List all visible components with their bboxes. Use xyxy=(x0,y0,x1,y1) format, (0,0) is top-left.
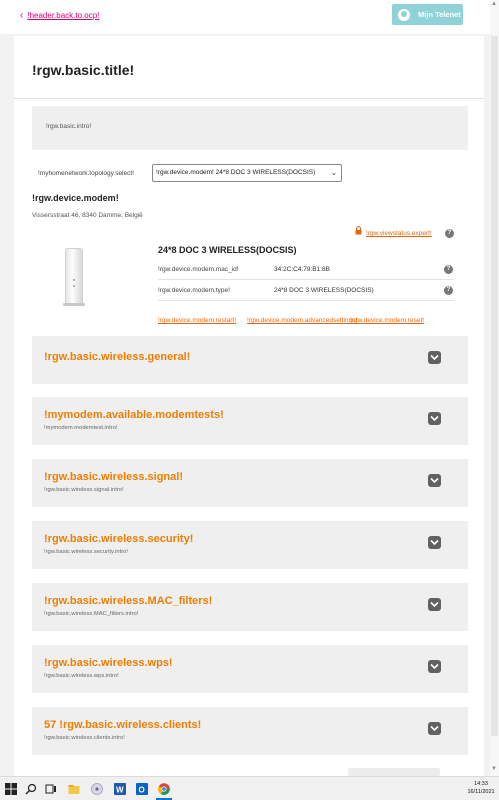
scroll-up-icon[interactable]: ▲ xyxy=(491,1,497,7)
modem-led xyxy=(73,279,75,281)
info-row-type xyxy=(158,280,454,301)
chevron-down-icon xyxy=(430,663,439,670)
svg-text:O: O xyxy=(138,785,145,795)
section-modem-tests[interactable] xyxy=(32,397,468,445)
section-intro: !rgw.basic.wireless.signal.intro! xyxy=(44,487,124,493)
section-intro: !rgw.basic.wireless.clients.intro! xyxy=(44,735,125,741)
page-title: !rgw.basic.title! xyxy=(32,62,135,78)
modem-type-value: 24*8 DOC 3 WIRELESS(DOCSIS) xyxy=(274,287,374,294)
windows-taskbar xyxy=(0,776,499,800)
help-icon[interactable]: ? xyxy=(445,229,454,238)
section-title: !rgw.basic.wireless.MAC_filters! xyxy=(44,595,213,607)
top-bar xyxy=(0,0,499,34)
topology-select[interactable] xyxy=(152,164,342,182)
chrome-icon[interactable] xyxy=(158,783,170,795)
view-status-expert-link[interactable]: !rgw.viewstatus.expert! xyxy=(366,230,432,237)
reset-modem-link[interactable]: !rgw.device.modem.reset! xyxy=(350,317,425,324)
section-title: !mymodem.available.modemtests! xyxy=(44,409,224,421)
topology-selected-value: !rgw.device.modem! 24*8 DOC 3 WIRELESS(DOCSIS) xyxy=(156,169,316,176)
chevron-down-icon xyxy=(430,477,439,484)
section-title: !rgw.basic.wireless.security! xyxy=(44,533,194,545)
section-mac-filters[interactable] xyxy=(32,583,468,631)
section-intro: !mymodem.modemtest.intro! xyxy=(44,425,118,431)
clock-date: 16/11/2021 xyxy=(467,789,495,795)
mijn-telenet-label: Mijn Telenet xyxy=(418,10,461,19)
section-title: !rgw.basic.wireless.general! xyxy=(44,351,191,363)
topology-select-label: !myhomenetwork.topology.select! xyxy=(38,170,134,177)
chevron-down-icon xyxy=(430,415,439,422)
device-name: !rgw.device.modem! xyxy=(32,193,119,203)
svg-text:W: W xyxy=(116,785,124,795)
section-wireless-security[interactable] xyxy=(32,521,468,569)
media-app-icon[interactable] xyxy=(91,783,103,795)
section-title: !rgw.basic.wireless.signal! xyxy=(44,471,183,483)
lock-icon xyxy=(355,226,362,235)
restart-modem-link[interactable]: !rgw.device.modem.restart! xyxy=(158,317,237,324)
section-title: !rgw.basic.wireless.wps! xyxy=(44,657,173,669)
word-icon[interactable] xyxy=(114,783,126,795)
file-explorer-icon[interactable] xyxy=(68,783,80,795)
expand-button[interactable] xyxy=(428,722,441,735)
mijn-telenet-button[interactable] xyxy=(392,4,463,25)
chevron-down-icon xyxy=(430,601,439,608)
modem-model-title: 24*8 DOC 3 WIRELESS(DOCSIS) xyxy=(158,245,297,255)
chevron-down-icon xyxy=(430,354,439,361)
section-wireless-wps[interactable] xyxy=(32,645,468,693)
title-divider xyxy=(14,98,484,99)
intro-box xyxy=(32,106,468,150)
section-wireless-signal[interactable] xyxy=(32,459,468,507)
expand-button[interactable] xyxy=(428,660,441,673)
intro-text: !rgw.basic.intro! xyxy=(46,123,92,130)
chevron-left-icon: ‹ xyxy=(20,10,24,21)
modem-led xyxy=(73,285,75,287)
section-wireless-clients[interactable] xyxy=(32,707,468,755)
search-icon[interactable] xyxy=(25,783,37,795)
page-scrollbar[interactable] xyxy=(490,0,499,776)
advanced-settings-link[interactable]: !rgw.device.modem.advancedsettings! xyxy=(247,317,358,324)
mac-id-label: !rgw.device.modem.mac_id! xyxy=(158,266,239,273)
back-to-ocp-label: !header.back.to.ocp! xyxy=(27,11,100,20)
device-address: Vissersstraat 46, 8340 Damme, België xyxy=(32,212,143,219)
section-title: 57 !rgw.basic.wireless.clients! xyxy=(44,719,202,731)
section-intro: !rgw.basic.wireless.wps.intro! xyxy=(44,673,119,679)
mac-id-value: 34:2C:C4:79:B1:8B xyxy=(274,266,331,273)
chevron-down-icon xyxy=(430,725,439,732)
section-wireless-general[interactable] xyxy=(32,336,468,384)
expand-button[interactable] xyxy=(428,412,441,425)
clock-time: 14:33 xyxy=(474,781,488,787)
user-avatar-icon xyxy=(398,9,410,21)
partial-button xyxy=(348,768,440,776)
system-clock[interactable] xyxy=(466,780,496,796)
task-view-icon[interactable] xyxy=(45,783,57,795)
scroll-down-icon[interactable]: ▼ xyxy=(491,766,497,772)
section-intro: !rgw.basic.wireless.MAC_filters.intro! xyxy=(44,611,139,617)
main-card xyxy=(14,36,484,776)
modem-type-label: !rgw.device.modem.type! xyxy=(158,287,230,294)
windows-start-icon[interactable] xyxy=(5,783,17,795)
chevron-down-icon xyxy=(430,539,439,546)
expand-button[interactable] xyxy=(428,598,441,611)
info-row-mac xyxy=(158,259,454,280)
outlook-icon[interactable] xyxy=(136,783,148,795)
help-icon[interactable]: ? xyxy=(444,286,453,295)
section-intro: !rgw.basic.wireless.security.intro! xyxy=(44,549,128,555)
expand-button[interactable] xyxy=(428,351,441,364)
help-icon[interactable]: ? xyxy=(444,265,453,274)
modem-base xyxy=(63,303,85,306)
chevron-down-icon: ⌄ xyxy=(331,170,337,177)
expand-button[interactable] xyxy=(428,536,441,549)
modem-image xyxy=(65,248,83,304)
expand-button[interactable] xyxy=(428,474,441,487)
scrollbar-thumb[interactable] xyxy=(491,36,498,736)
back-to-ocp-link[interactable] xyxy=(20,10,99,21)
